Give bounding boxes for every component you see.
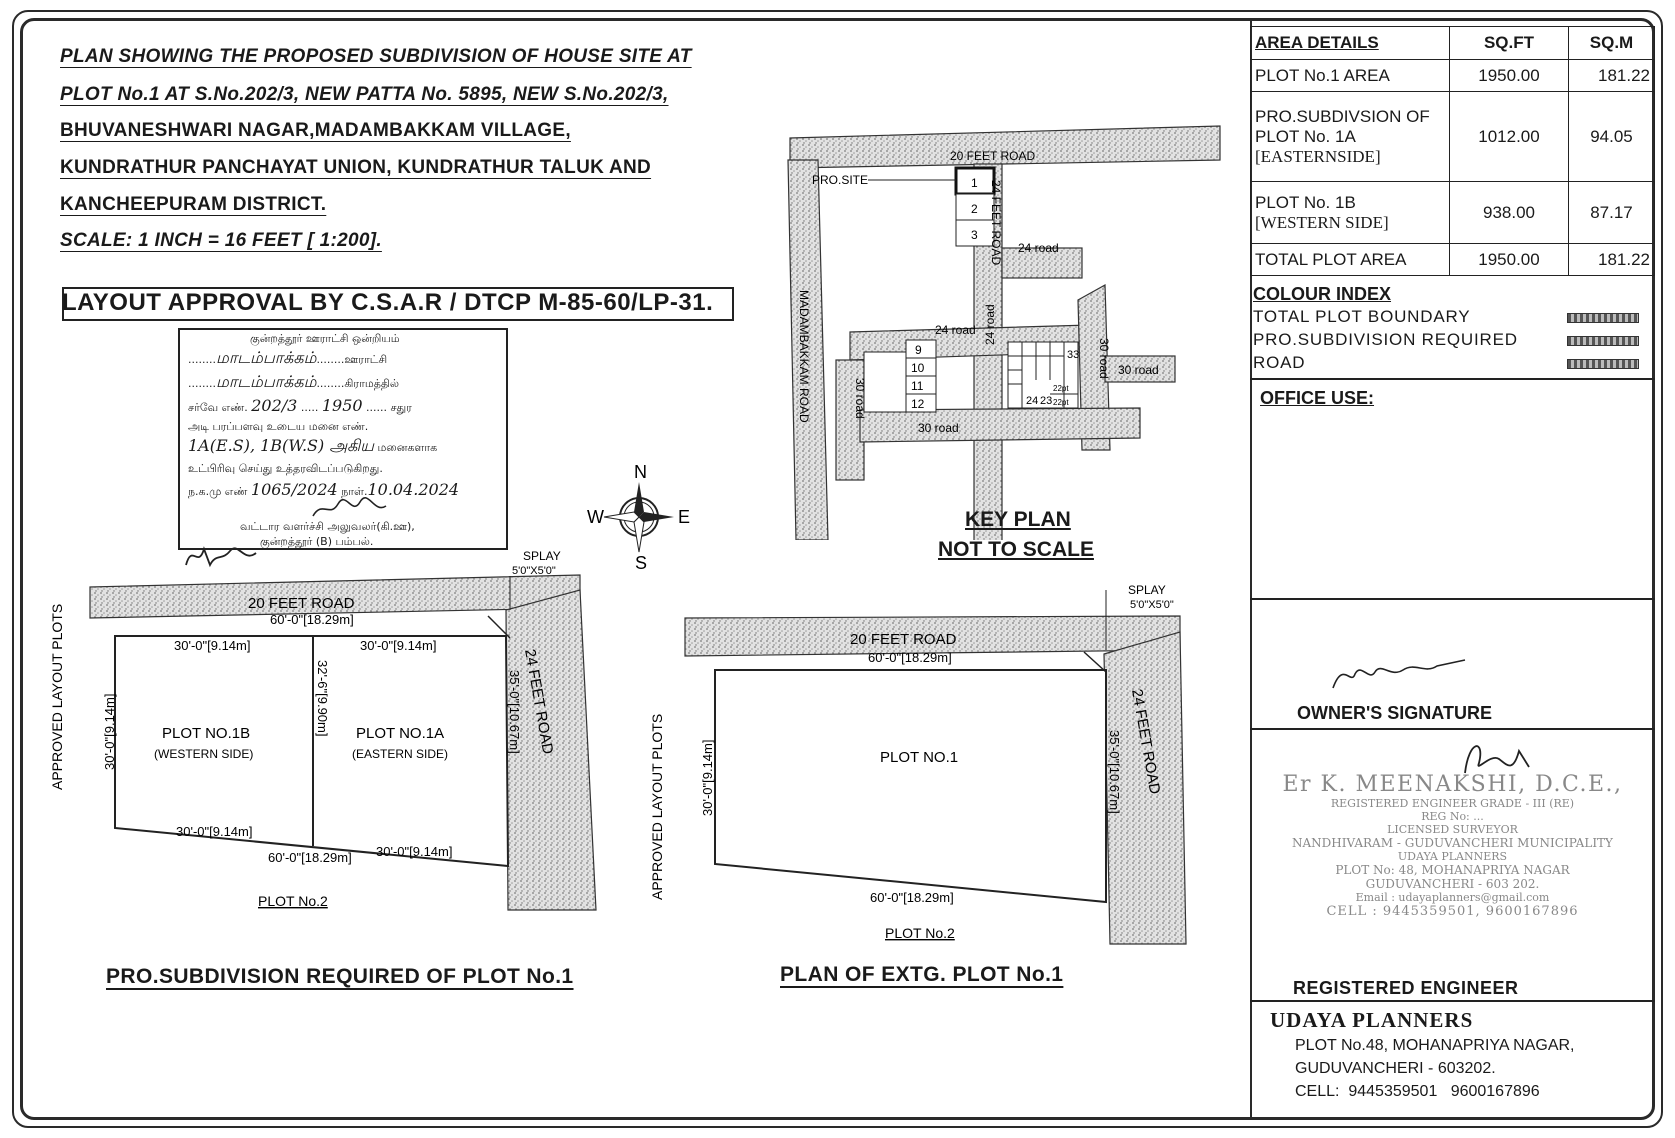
stamp-office: குன்றத்தூர் (B) பம்பல்.: [260, 535, 374, 548]
officer-signature: [310, 496, 390, 522]
sub-plot-1a: PLOT NO.1A: [356, 725, 445, 742]
area-details-header: AREA DETAILS: [1251, 27, 1450, 60]
key-plot-24: 24: [1026, 395, 1039, 407]
stamp-ref-prefix: ந.க.மு எண்: [188, 485, 248, 498]
engineer-stamp-line-6: PLOT No: 48, MOHANAPRIYA NAGAR: [1335, 863, 1570, 877]
sub-splay-size: 5'0"X5'0": [512, 565, 556, 577]
sub-plot-1b: PLOT NO.1B: [162, 725, 251, 742]
engineer-stamp-line-7: GUDUVANCHERI - 603 202.: [1365, 877, 1540, 891]
engineer-stamp-line-5: UDAYA PLANNERS: [1397, 850, 1508, 863]
area-row-2-label-1: PRO.SUBDIVSION OF: [1255, 106, 1430, 126]
key-plot-23: 23: [1040, 395, 1053, 407]
owner-signature-label: OWNER'S SIGNATURE: [1297, 703, 1492, 723]
firm-address-2: GUDUVANCHERI - 603202.: [1295, 1060, 1496, 1077]
area-row-3-sqm: 87.17: [1569, 182, 1655, 244]
area-row-1-label: PLOT No.1 AREA: [1251, 60, 1450, 92]
key-plot-11-label: 11: [911, 379, 924, 393]
colour-index-header: COLOUR INDEX: [1253, 284, 1392, 304]
stamp-village-2: மாடம்பாக்கம்: [215, 372, 317, 391]
key-plan-caption-2: NOT TO SCALE: [938, 538, 1094, 561]
sub-right-dim: 35'-0"[10.67m]: [507, 670, 522, 754]
key-plot-33: 33: [1067, 349, 1080, 361]
sub-plot-no-2: PLOT No.2: [258, 893, 328, 909]
area-row-2-label-3: [EASTERNSIDE]: [1255, 146, 1381, 166]
stamp-order: உட்பிரிவு செய்து உத்தரவிடப்படுகிறது.: [188, 462, 383, 475]
key-block-west: [864, 352, 906, 412]
title-line-5: KANCHEEPURAM DISTRICT.: [60, 194, 327, 215]
key-label-30-road-b: 30 road: [918, 421, 959, 435]
title-line-2: PLOT No.1 AT S.No.202/3, NEW PATTA No. 5895, NEW S.No.202/3,: [60, 84, 669, 105]
legend-pro-subdivision: PRO.SUBDIVISION REQUIRED: [1253, 330, 1518, 349]
ext-right-dim: 35'-0"[10.67m]: [1107, 730, 1122, 814]
ext-splay-size: 5'0"X5'0": [1130, 599, 1174, 611]
engineer-stamp-line-1: REGISTERED ENGINEER GRADE - III (RE): [1330, 797, 1575, 810]
ext-bottom-dim: 60'-0"[18.29m]: [870, 890, 954, 905]
key-label-30-road-d: 30 road: [1118, 363, 1159, 377]
area-row-total: [1251, 244, 1655, 276]
engineer-stamp: [1250, 772, 1655, 919]
sub-bottom-dim: 60'-0"[18.29m]: [268, 850, 352, 865]
stamp-ref-no: 1065/2024: [250, 480, 338, 499]
key-plot-22b: 22pt: [1053, 398, 1069, 407]
sub-road-20ft-label: 20 FEET ROAD: [248, 595, 355, 612]
sub-plot-1a-sub: (EASTERN SIDE): [352, 747, 449, 761]
key-label-24-road-a: 24 road: [1018, 241, 1059, 255]
key-label-30-road-c: 30 road: [1097, 338, 1111, 379]
ext-road-20ft-label: 20 FEET ROAD: [850, 631, 957, 648]
sub-top-right-dim: 30'-0"[9.14m]: [360, 638, 437, 653]
ext-plot-no-2: PLOT No.2: [885, 925, 955, 941]
legend-road: ROAD: [1253, 353, 1306, 372]
area-row-plot-1: [1251, 60, 1655, 92]
ext-road-24ft-label: 24 FEET ROAD: [1128, 687, 1164, 796]
stamp-officer: வட்டார வளர்ச்சி அலுவலர்(கி.ஊ),: [240, 520, 415, 533]
existing-plan: [640, 580, 1200, 950]
title-line-1: PLAN SHOWING THE PROPOSED SUBDIVISION OF HOUSE SITE AT: [60, 46, 692, 67]
stamp-survey-suffix: சதுர: [390, 401, 412, 414]
key-plot-10-label: 10: [911, 361, 925, 375]
area-row-2-label-2: PLOT No. 1A: [1255, 126, 1356, 146]
stamp-village-suffix-2: கிராமத்தில்: [344, 377, 400, 390]
key-label-24ft-road: 24 FEET ROAD: [989, 180, 1003, 266]
engineer-stamp-line-9: CELL : 9445359501, 9600167896: [1326, 904, 1579, 919]
firm-cell-label: CELL:: [1295, 1083, 1340, 1100]
area-row-2-sqft: 1012.00: [1450, 92, 1569, 182]
engineer-stamp-line-2: REG No: ...: [1421, 810, 1484, 823]
sub-bottom-right-dim: 30'-0"[9.14m]: [376, 844, 453, 859]
firm-address-1: PLOT No.48, MOHANAPRIYA NAGAR,: [1295, 1037, 1575, 1054]
title-line-4: KUNDRATHUR PANCHAYAT UNION, KUNDRATHUR TALUK AND: [60, 157, 652, 178]
ext-plot-1: PLOT NO.1: [880, 749, 959, 766]
key-plot-1-label: 1: [971, 176, 978, 190]
key-plot-22a: 22pt: [1053, 384, 1069, 393]
legend-swatch-subdivision: [1567, 336, 1639, 346]
key-pro-site: PRO.SITE: [812, 173, 869, 187]
col-sqft-header: SQ.FT: [1450, 27, 1569, 60]
legend-swatch-boundary: [1567, 313, 1639, 323]
area-row-1-sqm: 181.22: [1569, 60, 1655, 92]
key-label-madambakkam-road: MADAMBAKKAM ROAD: [797, 290, 811, 423]
compass-w: W: [587, 507, 604, 527]
engineer-stamp-line-4: NANDHIVARAM - GUDUVANCHERI MUNICIPALITY: [1292, 836, 1613, 850]
ext-left-dim: 30'-0"[9.14m]: [700, 739, 715, 816]
sub-plot-1b-sub: (WESTERN SIDE): [154, 747, 254, 761]
col-sqm-header: SQ.M: [1569, 27, 1655, 60]
sub-top-left-dim: 30'-0"[9.14m]: [174, 638, 251, 653]
divider-engineer: [1250, 1000, 1655, 1002]
area-row-plot-1b: [1251, 182, 1655, 244]
compass-e: E: [678, 507, 691, 527]
title-line-3: BHUVANESHWARI NAGAR,MADAMBAKKAM VILLAGE,: [60, 120, 571, 141]
area-row-3-label-cell: [1251, 182, 1450, 244]
north-arrow-compass: [584, 462, 694, 572]
subdivision-plan: [40, 550, 600, 920]
stamp-area-line: அடி பரப்பளவு உடைய மனை எண்.: [188, 420, 369, 433]
legend-swatch-road: [1567, 359, 1639, 369]
firm-name: UDAYA PLANNERS: [1270, 1008, 1474, 1032]
key-label-24-road-b: 24 road: [935, 323, 976, 337]
stamp-date: 10.04.2024: [367, 480, 460, 499]
legend-total-boundary: TOTAL PLOT BOUNDARY: [1253, 307, 1471, 326]
sub-road-24ft-label: 24 FEET ROAD: [521, 647, 557, 756]
stamp-plots: 1A(E.S), 1B(W.S) அகிய: [188, 436, 374, 455]
area-row-4-sqft: 1950.00: [1450, 244, 1569, 276]
area-row-1-sqft: 1950.00: [1450, 60, 1569, 92]
owner-signature-mark: [1325, 652, 1475, 698]
key-label-20ft-road: 20 FEET ROAD: [950, 149, 1036, 163]
stamp-survey-area: 1950: [321, 396, 363, 415]
compass-s: S: [635, 553, 648, 572]
divider-colour-index: [1250, 378, 1655, 380]
engineer-stamp-line-3: LICENSED SURVEYOR: [1387, 823, 1518, 836]
key-plot-3-label: 3: [971, 228, 978, 242]
divider-office-use: [1250, 598, 1655, 600]
firm-cell-2: 9600167896: [1450, 1083, 1540, 1100]
stamp-village-suffix: ஊராட்சி: [344, 353, 388, 366]
sub-top-dim: 60'-0"[18.29m]: [270, 612, 354, 627]
existing-caption: PLAN OF EXTG. PLOT No.1: [780, 963, 1064, 986]
engineer-stamp-name: Er K. MEENAKSHI, D.C.E.,: [1282, 772, 1623, 797]
ext-splay: SPLAY: [1128, 583, 1166, 597]
key-plot-2-label: 2: [971, 202, 978, 216]
area-row-2-label-cell: [1251, 92, 1450, 182]
area-row-3-label-1: PLOT No. 1B: [1255, 192, 1356, 212]
layout-approval: LAYOUT APPROVAL BY C.S.A.R / DTCP M-85-60/LP-31.: [62, 289, 714, 316]
area-row-2-sqm: 94.05: [1569, 92, 1655, 182]
stamp-plots-suffix: மனைகளாக: [377, 441, 438, 454]
key-road-30-south: [860, 408, 1140, 442]
firm-cell-1: 9445359501: [1348, 1083, 1438, 1100]
engineer-stamp-line-8: Email : udayaplanners@gmail.com: [1355, 891, 1550, 904]
registered-engineer-label: REGISTERED ENGINEER: [1293, 978, 1519, 998]
stamp-village: மாடம்பாக்கம்: [215, 348, 317, 367]
key-plan-caption: KEY PLAN: [965, 508, 1071, 531]
area-row-4-sqm: 181.22: [1569, 244, 1655, 276]
area-row-3-sqft: 938.00: [1450, 182, 1569, 244]
sub-mid-dim: 32'-6"[9.90m]: [315, 660, 330, 737]
key-label-30-road-a: 30 road: [853, 378, 867, 419]
ext-side-label: APPROVED LAYOUT PLOTS: [649, 713, 665, 900]
stamp-date-prefix: நாள்.: [341, 485, 368, 498]
area-table-header-row: [1251, 27, 1655, 60]
area-row-3-label-2: [WESTERN SIDE]: [1255, 212, 1389, 232]
stamp-survey-no: 202/3: [251, 396, 298, 415]
ext-top-dim: 60'-0"[18.29m]: [868, 650, 952, 665]
ext-plot-boundary: [715, 670, 1106, 902]
sub-splay: SPLAY: [523, 550, 561, 563]
stamp-heading: குன்றத்தூர் ஊராட்சி ஒன்றியம்: [250, 332, 400, 345]
key-plot-9-label: 9: [915, 343, 922, 357]
area-details-table: [1250, 26, 1655, 276]
approval-stamp: குன்றத்தூர் ஊராட்சி ஒன்றியம் ........மாடம்பாக்கம்........ஊராட்சி ........மாடம்பாக்கம்........கிராமத்தில் சர்வே எண். 202/3 ..... 1950 ...... சதுர அடி பரப்பளவு உடைய மனை எண். 1A(E.S), 1B(W.S) அகிய மனைகளாக உட்பிரிவு செய்து உத்தரவிடப்படுகிறது. ந.க.மு எண் 1065/2024 நாள்.10.04.2024 வட்டார வளர்ச்சி அலுவலர்(கி.ஊ), குன்றத்தூர் (B) பம்பல்.: [178, 328, 508, 550]
sub-left-dim: 30'-0"[9.14m]: [102, 693, 117, 770]
firm-cell-row: [1295, 1083, 1540, 1101]
subdivision-caption: PRO.SUBDIVISION REQUIRED OF PLOT No.1: [106, 965, 574, 988]
compass-n: N: [634, 462, 647, 482]
divider-owner: [1250, 728, 1655, 730]
area-row-4-label: TOTAL PLOT AREA: [1251, 244, 1450, 276]
key-label-24-road-c: 24 road: [983, 304, 997, 345]
sub-bottom-left-dim: 30'-0"[9.14m]: [176, 824, 253, 839]
office-use-label: OFFICE USE:: [1260, 388, 1375, 408]
key-plan: [760, 120, 1230, 540]
stamp-survey-prefix: சர்வே எண்.: [188, 401, 248, 414]
area-row-plot-1a: [1251, 92, 1655, 182]
key-plot-12-label: 12: [911, 397, 925, 411]
scale-note: SCALE: 1 INCH = 16 FEET [ 1:200].: [60, 230, 382, 251]
sub-side-label: APPROVED LAYOUT PLOTS: [49, 603, 65, 790]
